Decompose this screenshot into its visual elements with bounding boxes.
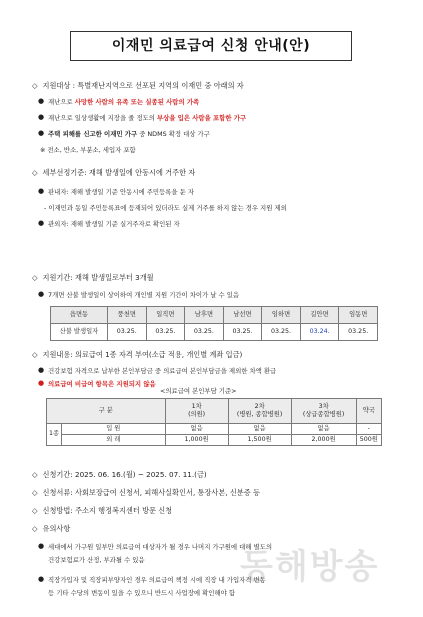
period-bullet-1: 7개면 산불 발생일이 상이하여 개인별 지원 기간이 차이가 날 수 있음 (48, 291, 240, 299)
table-cell: 03.25. (223, 324, 262, 341)
table-cell: 03.25. (108, 324, 147, 341)
target-bullet-1: 재난으로 사망한 사람의 유족 또는 실종된 사람의 가족 (48, 98, 200, 106)
bullet-icon: ● (38, 575, 45, 583)
household-bullet-2: 관외자: 재해 발생일 기준 실거주자로 확인된 자 (48, 220, 180, 228)
apply-method: ◇ 신청방법: 주소지 행정복지센터 방문 신청 (32, 506, 173, 515)
diamond-icon: ◇ (32, 470, 38, 479)
table-cell: 03.25. (185, 324, 224, 341)
household-sub: - 이재민과 동일 주민등록표에 등재되어 있더라도 실제 거주를 하지 않는 경우 지원 제외 (44, 204, 287, 212)
table-cell: 3차 (상급종합병원) (291, 399, 356, 424)
notes-bullet-1-line-1: 세대에서 가구원 일부만 의료급여 대상자가 될 경우 나머지 가구원에 대해 별도의 (48, 543, 273, 551)
table-cell: 일직면 (146, 307, 185, 324)
table-cell: 03.25. (339, 324, 378, 341)
bullet-icon: ● (38, 379, 45, 387)
notes-bullet-2-line-1: 직장가입자 및 직장피부양자인 경우 의료급여 책정 시에 직장 내 가입자격 변동 (48, 576, 266, 584)
copay-table-row (47, 424, 382, 435)
table-cell: 없음 (165, 424, 228, 435)
table-cell: 남후면 (185, 307, 224, 324)
table-cell: 03.25. (262, 324, 301, 341)
table-cell: 1,000원 (165, 435, 228, 446)
table-cell: 남선면 (223, 307, 262, 324)
copay-table-header-row (47, 399, 382, 424)
table-cell: 길안면 (300, 307, 339, 324)
copay-table-row (47, 435, 382, 446)
period-table (50, 306, 378, 341)
table-cell: 2차 (병원, 종합병원) (228, 399, 291, 424)
bullet-icon: ● (38, 113, 45, 121)
notes-bullet-1-line-2: 건강보험료가 산정, 부과될 수 있음 (48, 556, 145, 564)
bullet-icon: ● (38, 97, 45, 105)
table-cell: 1차 (의원) (165, 399, 228, 424)
table-caption: <의료급여 본인부담 기준> (160, 387, 237, 395)
diamond-icon: ◇ (32, 168, 38, 177)
diamond-icon: ◇ (32, 273, 38, 282)
target-bullet-3: 주택 피해를 신고한 이재민 가구 중 NDMS 확정 대상 가구 (48, 130, 210, 138)
table-cell: 2,000원 (291, 435, 356, 446)
section-household-heading: ◇ 세부선정기준: 재해 발생일에 안동시에 거주한 자 (32, 168, 196, 177)
bullet-icon: ● (38, 542, 45, 550)
target-note: ※ 전소, 반소, 부분소, 세입자 포함 (40, 146, 136, 154)
diamond-icon: ◇ (32, 524, 38, 533)
table-cell: 읍면동 (51, 307, 108, 324)
bullet-icon: ● (38, 366, 45, 374)
table-cell: 약국 (356, 399, 381, 424)
diamond-icon: ◇ (32, 350, 38, 359)
table-cell: 산불 발생일자 (51, 324, 108, 341)
bullet-icon: ● (38, 187, 45, 195)
period-table-header-row (51, 307, 378, 324)
table-cell: - (356, 424, 381, 435)
content-bullet-2: 의료급여 비급여 항목은 지원되지 않음 (48, 380, 156, 388)
table-cell-highlight: 03.24. (300, 324, 339, 341)
table-cell: 없음 (228, 424, 291, 435)
target-bullet-2: 재난으로 일상생활에 지장을 줄 정도의 부상을 입은 사람을 포함한 가구 (48, 114, 247, 122)
table-cell: 임동면 (339, 307, 378, 324)
bullet-icon: ● (38, 219, 45, 227)
table-cell: 구 분 (47, 399, 166, 424)
content-bullet-1: 건강보험 자격으로 납부한 본인부담금 중 의료급여 본인부담금을 제외한 차액 환급 (48, 367, 277, 375)
title-box (70, 31, 352, 61)
table-cell: 03.25. (146, 324, 185, 341)
table-cell: 1종 (47, 424, 62, 446)
copay-table (46, 398, 382, 446)
watermark: 동해방송 (240, 547, 380, 587)
diamond-icon: ◇ (32, 506, 38, 515)
table-cell: 임하면 (262, 307, 301, 324)
bullet-icon: ● (38, 290, 45, 298)
table-cell: 없음 (291, 424, 356, 435)
diamond-icon: ◇ (32, 81, 38, 90)
household-bullet-1: 판내자: 재해 발생일 기준 안동시에 주민등록을 둔 자 (48, 188, 195, 196)
diamond-icon: ◇ (32, 488, 38, 497)
document-title: 이재민 의료급여 신청 안내(안) (111, 37, 311, 54)
apply-docs: ◇ 신청서류: 사회보장급여 신청서, 피해사실확인서, 통장사본, 신분증 등 (32, 488, 260, 497)
section-period-heading: ◇ 지원기간: 재해 발생일로부터 3개월 (32, 273, 154, 282)
table-cell: 풍천면 (108, 307, 147, 324)
table-cell: 1,500원 (228, 435, 291, 446)
section-content-heading: ◇ 지원내용: 의료급여 1종 자격 부여(소급 적용, 개인별 계좌 입금) (32, 350, 243, 359)
period-table-row (51, 324, 378, 341)
table-cell: 입 원 (62, 424, 166, 435)
notes-heading: ◇ 유의사항 (32, 524, 71, 533)
table-cell: 500원 (356, 435, 381, 446)
table-cell: 외 래 (62, 435, 166, 446)
apply-period: ◇ 신청기간: 2025. 06. 16.(월) ~ 2025. 07. 11.(금) (32, 470, 207, 479)
bullet-icon: ● (38, 129, 45, 137)
notes-bullet-2-line-2: 등 기타 수당의 변동이 있을 수 있으니 반드시 사업장에 확인해야 함 (48, 589, 235, 597)
section-target-heading: ◇ 지원대상 : 특별재난지역으로 선포된 지역의 이재민 중 아래의 자 (32, 81, 244, 90)
